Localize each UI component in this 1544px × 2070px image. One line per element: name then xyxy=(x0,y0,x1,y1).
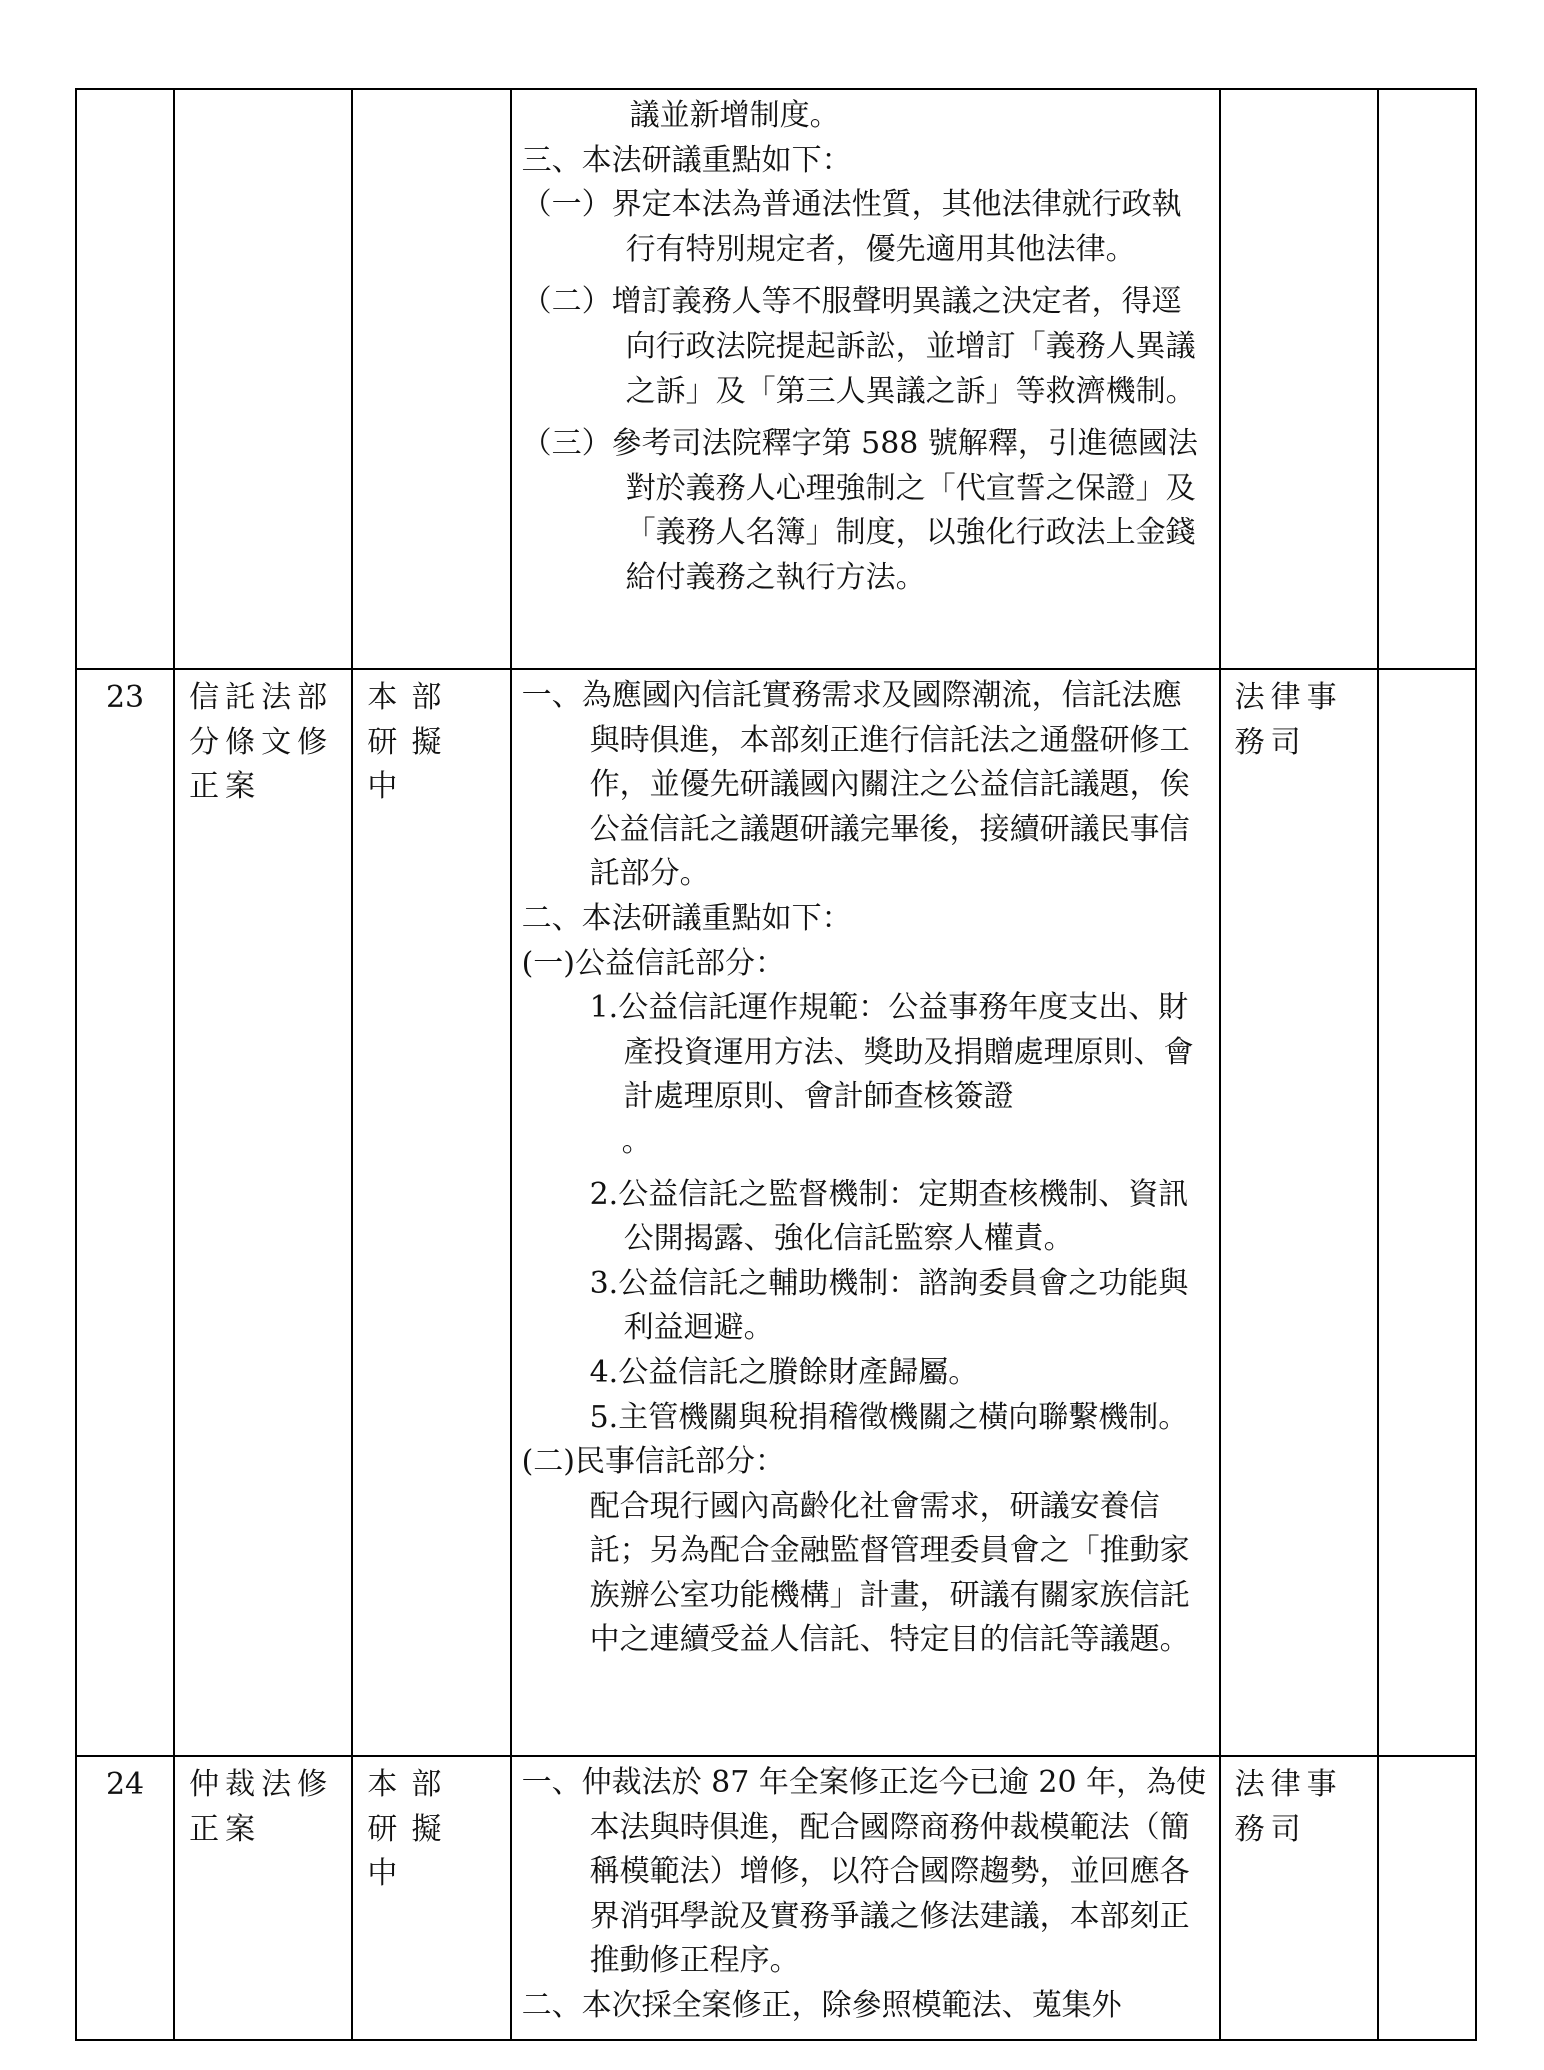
bill-status xyxy=(352,89,510,669)
row-number: 23 xyxy=(76,669,174,1756)
content-paragraph: 議並新增制度。 xyxy=(629,98,840,133)
table-row xyxy=(76,89,1476,669)
content-paragraph: (一)公益信託部分： xyxy=(521,945,786,981)
remarks xyxy=(1378,89,1476,669)
content-paragraph: 二、本次採全案修正，除參照模範法、蒐集外 xyxy=(521,1987,1122,2023)
legislation-table xyxy=(75,88,1477,2041)
bill-name: 仲裁法修正案 xyxy=(174,1756,352,2040)
bill-status: 本部研擬中 xyxy=(352,1756,510,2040)
remarks xyxy=(1378,669,1476,1756)
content-paragraph: （三）參考司法院釋字第 588 號解釋，引進德國法對於義務人心理強制之「代宣誓之保證」及「義務人名簿」制度，以強化行政法上金錢給付義務之執行方法。 xyxy=(521,426,1198,595)
content-paragraph: 。 xyxy=(621,1123,652,1159)
content-paragraph: 二、本法研議重點如下： xyxy=(521,900,852,936)
bill-status: 本部研擬中 xyxy=(352,669,510,1756)
responsible-unit: 法律事務司 xyxy=(1220,1756,1378,2040)
bill-content xyxy=(511,1756,1220,2040)
content-paragraph: (二)民事信託部分： xyxy=(521,1444,786,1480)
responsible-unit: 法律事務司 xyxy=(1220,669,1378,1756)
bill-content xyxy=(511,669,1220,1756)
content-paragraph: 一、為應國內信託實務需求及國際潮流，信託法應與時俱進，本部刻正進行信託法之通盤研修工作，並優先研議國內關注之公益信託議題，俟公益信託之議題研議完畢後，接續研議民事信託部分。 xyxy=(521,678,1190,892)
content-paragraph: （二）增訂義務人等不服聲明異議之決定者，得逕向行政法院提起訴訟，並增訂「義務人異議之訴」及「第三人異議之訴」等救濟機制。 xyxy=(521,284,1196,409)
content-paragraph: 1.公益信託運作規範：公益事務年度支出、財產投資運用方法、獎助及捐贈處理原則、會計處理原則、會計師查核簽證 xyxy=(589,990,1194,1115)
remarks xyxy=(1378,1756,1476,2040)
content-paragraph: 4.公益信託之賸餘財產歸屬。 xyxy=(589,1354,979,1390)
bill-name xyxy=(174,89,352,669)
content-paragraph: 一、仲裁法於 87 年全案修正迄今已逾 20 年，為使本法與時俱進，配合國際商務仲裁模範法（簡稱模範法）增修，以符合國際趨勢，並回應各界消弭學說及實務爭議之修法建議，本部刻正推動修正程序。 xyxy=(521,1765,1207,1979)
content-paragraph: （一）界定本法為普通法性質，其他法律就行政執行有特別規定者，優先適用其他法律。 xyxy=(521,187,1182,267)
content-paragraph: 三、本法研議重點如下： xyxy=(521,142,852,178)
content-paragraph: 配合現行國內高齡化社會需求，研議安養信託；另為配合金融監督管理委員會之「推動家族辦公室功能機構」計畫，研議有關家族信託中之連續受益人信託、特定目的信託等議題。 xyxy=(589,1488,1190,1658)
table-row xyxy=(76,1756,1476,2040)
content-paragraph: 5.主管機關與稅捐稽徵機關之橫向聯繫機制。 xyxy=(589,1399,1189,1435)
content-paragraph: 2.公益信託之監督機制：定期查核機制、資訊公開揭露、強化信託監察人權責。 xyxy=(589,1176,1189,1257)
bill-name: 信託法部分條文修正案 xyxy=(174,669,352,1756)
bill-content xyxy=(511,89,1220,669)
table-row xyxy=(76,669,1476,1756)
row-number: 24 xyxy=(76,1756,174,2040)
row-number xyxy=(76,89,174,669)
responsible-unit xyxy=(1220,89,1378,669)
content-paragraph: 3.公益信託之輔助機制：諮詢委員會之功能與利益迴避。 xyxy=(589,1265,1189,1346)
